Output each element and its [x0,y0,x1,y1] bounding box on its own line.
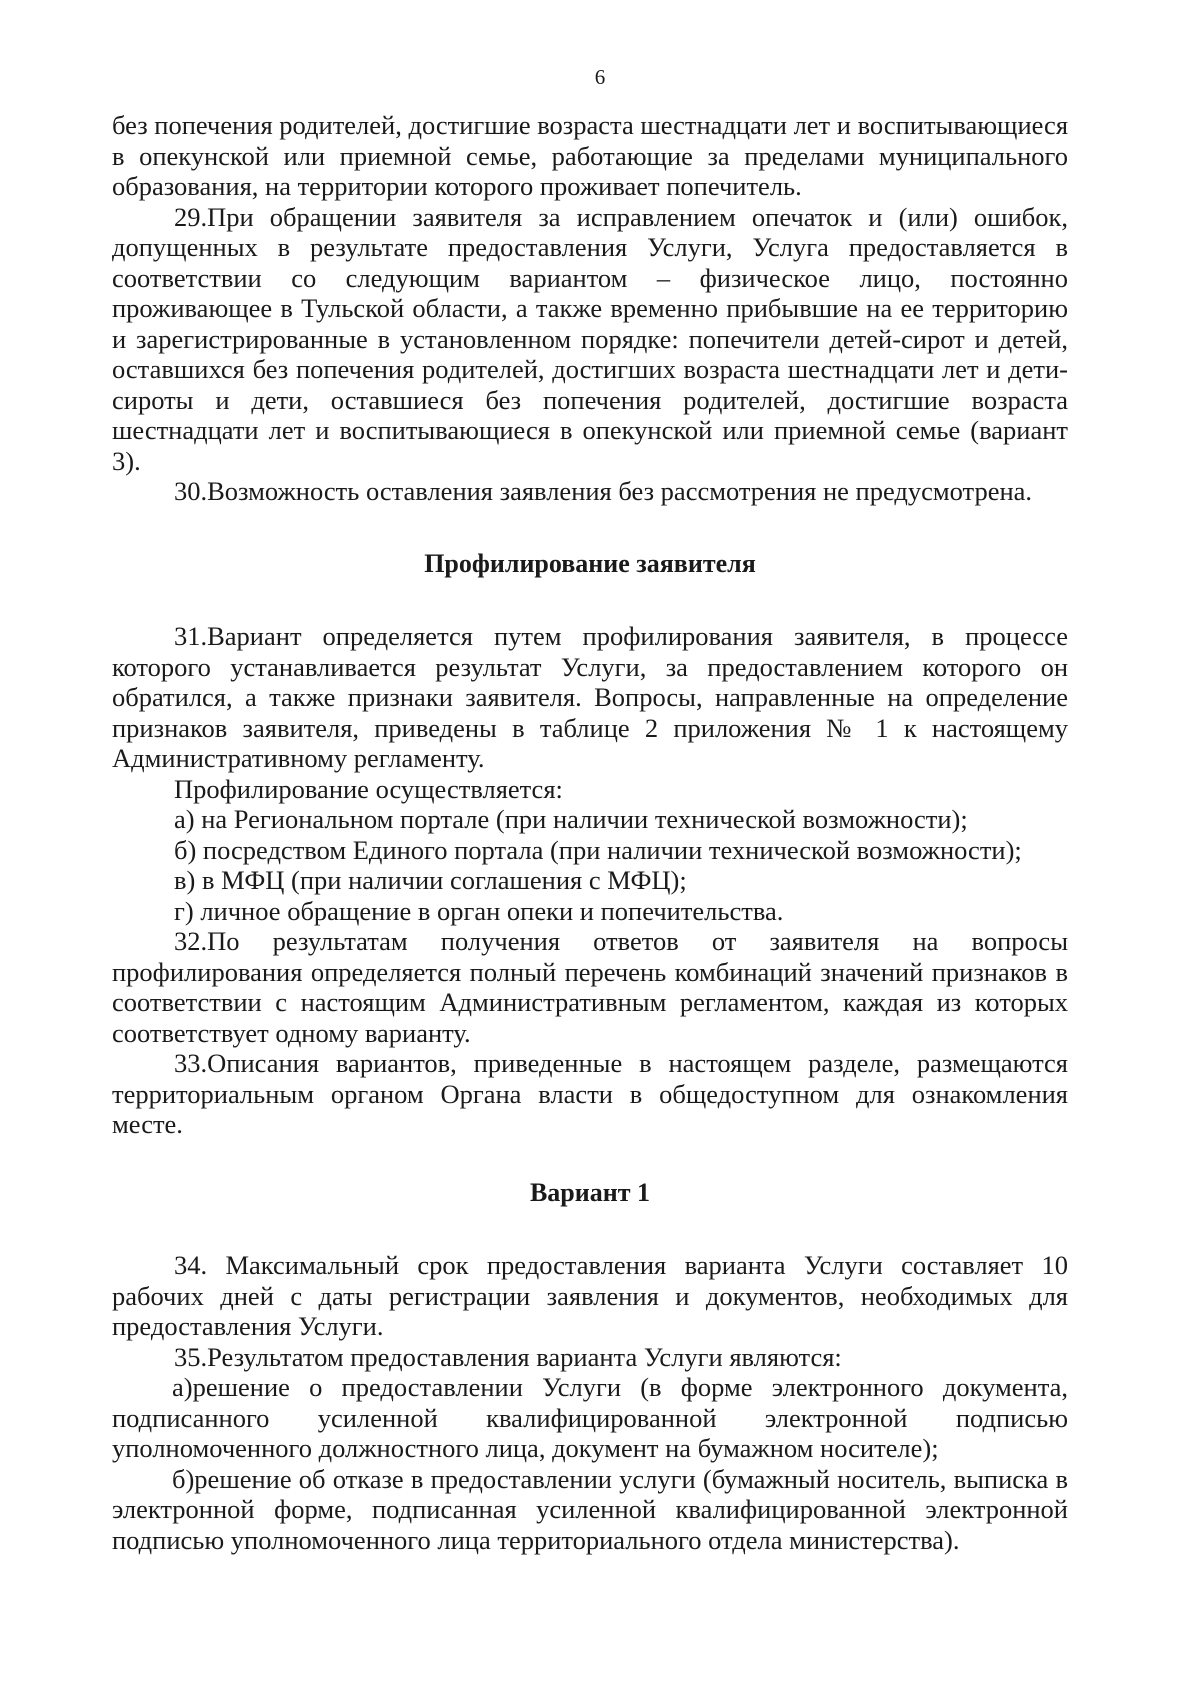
paragraph-profiling-intro: Профилирование осуществляется: [174,773,563,804]
paragraph-32: 32.По результатам получения ответов от заявителя на вопросы профилирования определяется полный перечень комбинаций значений признаков в соответствии с настоящим Административным регламентом, каждая из которых соответствует одному варианту. [112,926,1068,1048]
page-number: 6 [594,65,606,89]
paragraph-continuation: без попечения родителей, достигшие возраста шестнадцати лет и воспитывающиеся в опекунской или приемной семье, работающие за пределами муниципального образования, на территории которого проживает попечитель. [112,110,1069,201]
paragraph-33: 33.Описания вариантов, приведенные в настоящем разделе, размещаются территориальным органом Органа власти в общедоступном для ознакомления месте. [112,1048,1068,1139]
list-item-v: в) в МФЦ (при наличии соглашения с МФЦ); [174,865,687,895]
list-item-b: б) посредством Единого портала (при наличии технической возможности); [174,834,1022,865]
page-content [112,110,1068,1555]
paragraph-31: 31.Вариант определяется путем профилирования заявителя, в процессе которого устанавливается результат Услуги, за предоставлением которого он обратился, а также признаки заявителя. Вопросы, направленные на определение признаков заявителя, приведены в таблице 2 приложения № 1 к настоящему Административному регламенту. [112,621,1068,773]
list-item-g: г) личное обращение в орган опеки и попечительства. [174,895,784,926]
result-item-b: б)решение об отказе в предоставлении услуги (бумажный носитель, выписка в электронной форме, подписанная усиленной квалифицированной электронной подписью уполномоченного лица территориального отдела министерства). [112,1463,1068,1555]
list-item-a: а) на Региональном портале (при наличии технической возможности); [174,804,968,834]
section-heading-variant-1: Вариант 1 [529,1177,651,1207]
paragraph-35: 35.Результатом предоставления варианта Услуги являются: [174,1341,842,1372]
paragraph-30: 30.Возможность оставления заявления без рассмотрения не предусмотрена. [174,476,1033,506]
section-heading-profiling: Профилирование заявителя [424,548,756,578]
result-item-a: а)решение о предоставлении Услуги (в форме электронного документа, подписанного усиленной квалифицированной электронной подписью уполномоченного должностного лица, документ на бумажном носителе); [112,1372,1068,1463]
paragraph-34: 34. Максимальный срок предоставления варианта Услуги составляет 10 рабочих дней с даты регистрации заявления и документов, необходимых для предоставления Услуги. [112,1250,1068,1341]
paragraph-29: 29.При обращении заявителя за исправлением опечаток и (или) ошибок, допущенных в результате предоставления Услуги, Услуга предоставляется в соответствии со следующим вариантом – физическое лицо, постоянно проживающее в Тульской области, а также временно прибывшие на ее территорию и зарегистрированные в установленном порядке: попечители детей-сирот и детей, оставшихся без попечения родителей, достигших возраста шестнадцати лет и дети-сироты и дети, оставшиеся без попечения родителей, достигшие возраста шестнадцати лет и воспитывающиеся в опекунской или приемной семье (вариант 3). [112,201,1068,476]
